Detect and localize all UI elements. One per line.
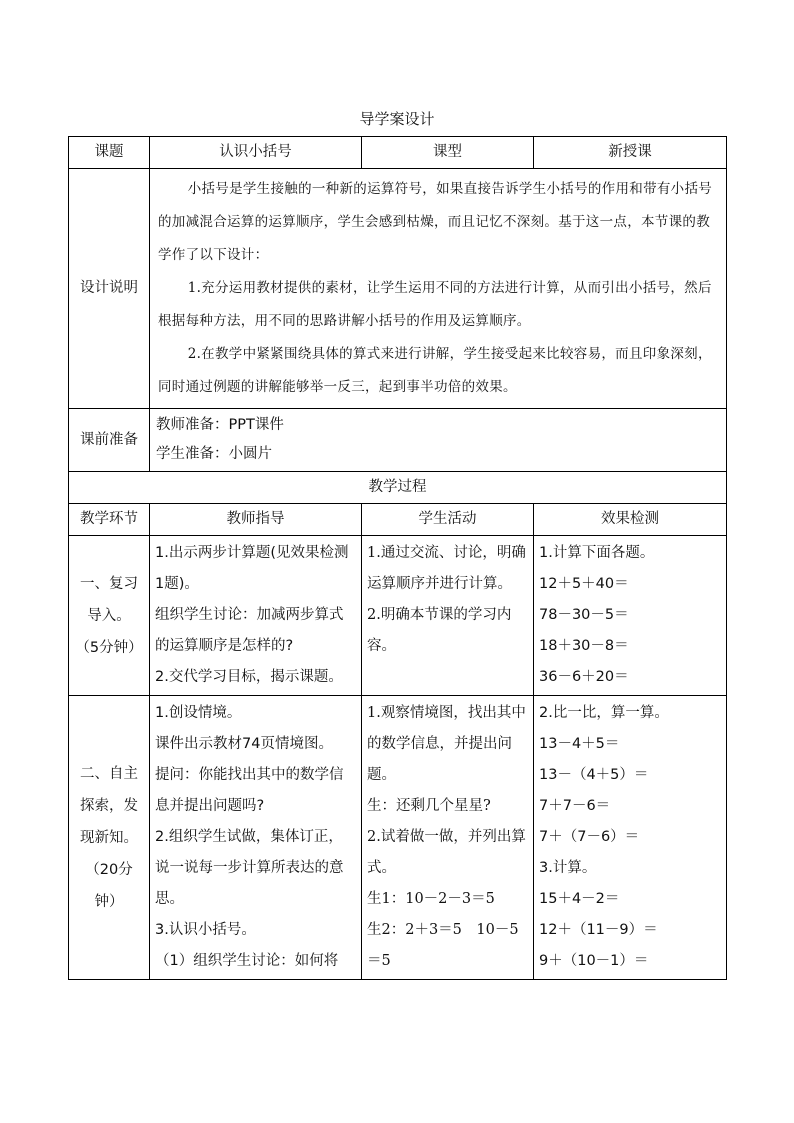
teacher-item: 2.交代学习目标，揭示课题。 (155, 669, 343, 685)
teacher-item: 3.认识小括号。 (155, 922, 256, 938)
header-row (69, 137, 727, 169)
teacher-item: 课件出示教材74页情境图。 (155, 736, 333, 752)
column-header-row (69, 504, 727, 536)
process-title-row (69, 472, 727, 504)
student-item: 生：还剩几个星星? (367, 798, 491, 814)
teacher-item: 1.出示两步计算题(见效果检测1题)。 (155, 545, 349, 592)
lesson-plan-table (68, 136, 727, 980)
check-item: 3.计算。 (539, 860, 597, 876)
teacher-item: （1）组织学生讨论：如何将 (155, 953, 339, 969)
stage-line: 导入。 (87, 607, 131, 624)
check-item: 15＋4－2＝ (539, 891, 620, 907)
design-paragraph: 2.在教学中紧紧围绕具体的算式来进行讲解，学生接受起来比较容易，而且印象深刻，同时通过例题的讲解能够举一反三，起到事半功倍的效果。 (158, 346, 712, 395)
design-text (150, 169, 727, 409)
effect-check-cell (534, 696, 727, 980)
design-row (69, 169, 727, 409)
check-item: 1.计算下面各题。 (539, 545, 655, 561)
topic-label: 课题 (69, 137, 150, 169)
stage-cell (69, 696, 150, 980)
prep-content (150, 409, 727, 472)
teacher-item: 1.创设情境。 (155, 705, 242, 721)
prep-label: 课前准备 (69, 409, 150, 472)
check-item: 18＋30－8＝ (539, 638, 629, 654)
student-activity-cell (362, 696, 534, 980)
check-item: 78－30－5＝ (539, 607, 629, 623)
student-item: 1.通过交流、讨论，明确运算顺序并进行计算。 (367, 545, 526, 592)
prep-student: 学生准备：小圆片 (156, 446, 272, 462)
column-header: 效果检测 (534, 504, 727, 536)
student-item: 生1：10－2－3＝5 (367, 891, 495, 907)
check-item: 13－（4＋5）＝ (539, 767, 649, 783)
check-item: 36－6＋20＝ (539, 669, 629, 685)
stage-line: 探索，发 (80, 797, 138, 814)
design-label: 设计说明 (69, 169, 150, 409)
topic-value: 认识小括号 (150, 137, 362, 169)
student-item: 生2：2＋3＝5 10－5＝5 (367, 922, 519, 969)
effect-check-cell (534, 536, 727, 696)
student-item: 2.明确本节课的学习内容。 (367, 607, 512, 654)
check-item: 9＋（10－1）＝ (539, 953, 649, 969)
teacher-guidance-cell (150, 536, 362, 696)
design-paragraph: 1.充分运用教材提供的素材，让学生运用不同的方法进行计算，从而引出小括号，然后根据每种方法，用不同的思路讲解小括号的作用及运算顺序。 (158, 280, 712, 329)
stage-line: 现新知。 (80, 829, 138, 846)
stage-line: （5分钟） (75, 639, 143, 656)
teacher-item: 提问：你能找出其中的数学信息并提出问题吗? (155, 767, 344, 814)
process-row-review (69, 536, 727, 696)
type-value: 新授课 (534, 137, 727, 169)
check-item: 12＋5＋40＝ (539, 576, 629, 592)
prep-row (69, 409, 727, 472)
stage-line: （20分钟） (85, 861, 133, 910)
student-activity-cell (362, 536, 534, 696)
teacher-guidance-cell (150, 696, 362, 980)
column-header: 学生活动 (362, 504, 534, 536)
check-item: 12＋（11－9）＝ (539, 922, 658, 938)
design-paragraph: 小括号是学生接触的一种新的运算符号，如果直接告诉学生小括号的作用和带有小括号的加减混合运算的运算顺序，学生会感到枯燥，而且记忆不深刻。基于这一点，本节课的教学作了以下设计： (158, 181, 713, 263)
stage-line: 二、自主 (80, 765, 138, 782)
column-header: 教师指导 (150, 504, 362, 536)
stage-cell (69, 536, 150, 696)
stage-line: 一、复习 (80, 575, 138, 592)
process-title: 教学过程 (69, 472, 727, 504)
check-item: 7＋7－6＝ (539, 798, 611, 814)
check-item: 2.比一比，算一算。 (539, 705, 669, 721)
column-header: 教学环节 (69, 504, 150, 536)
process-row-explore (69, 696, 727, 980)
teacher-item: 2.组织学生试做，集体订正，说一说每一步计算所表达的意思。 (155, 829, 344, 907)
teacher-item: 组织学生讨论：加减两步算式的运算顺序是怎样的? (155, 607, 344, 654)
type-label: 课型 (362, 137, 534, 169)
page-title: 导学案设计 (359, 110, 435, 128)
check-item: 7＋（7－6）＝ (539, 829, 640, 845)
prep-teacher: 教师准备：PPT课件 (156, 417, 284, 433)
check-item: 13－4＋5＝ (539, 736, 620, 752)
student-item: 2.试着做一做，并列出算式。 (367, 829, 526, 876)
student-item: 1.观察情境图，找出其中的数学信息，并提出问题。 (367, 705, 526, 783)
